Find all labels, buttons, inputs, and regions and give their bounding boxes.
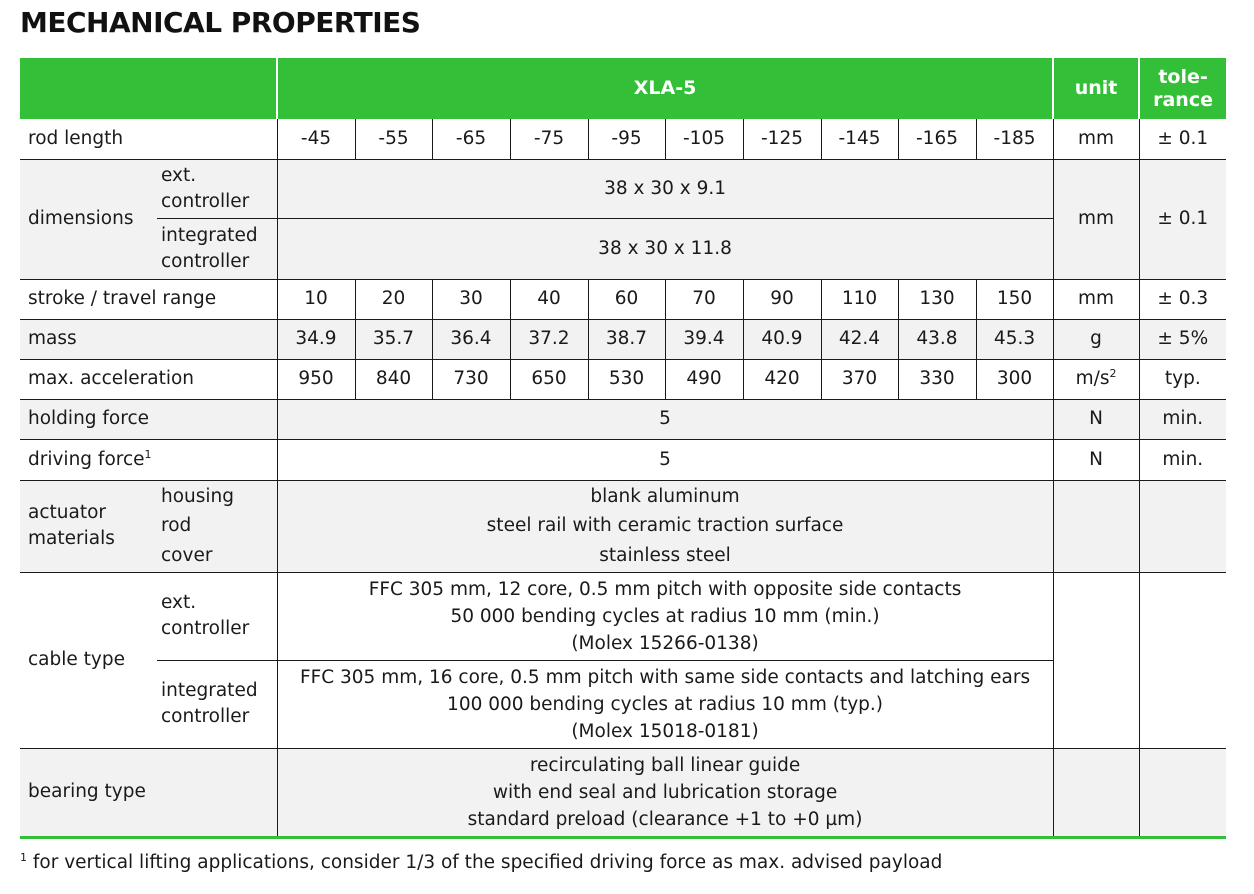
value-cell: 36.4	[432, 319, 510, 359]
mechanical-properties-table	[20, 58, 1226, 839]
value-cell: -125	[743, 119, 821, 159]
row-label: dimensions	[20, 159, 157, 279]
tolerance-cell: typ.	[1139, 359, 1226, 399]
value-cell: 40	[510, 279, 588, 319]
unit-cell: N	[1053, 439, 1139, 480]
value-cell: 30	[432, 279, 510, 319]
unit-cell: mm	[1053, 119, 1139, 159]
value-cell: 60	[588, 279, 665, 319]
tolerance-cell: ± 5%	[1139, 319, 1226, 359]
acceleration-row	[20, 359, 1226, 399]
unit-cell	[1053, 572, 1139, 748]
unit-header: unit	[1053, 58, 1139, 119]
footnote: $^1$ for vertical lifting applications, consider 1/3 of the specified driving force as max. advised payload	[20, 850, 943, 873]
rod-length-row	[20, 119, 1226, 159]
value-cell: -65	[432, 119, 510, 159]
value-cell: 37.2	[510, 319, 588, 359]
tolerance-cell: min.	[1139, 399, 1226, 439]
materials-row	[20, 480, 1226, 572]
row-label: cable type	[20, 572, 157, 748]
row-label: driving force$^1$	[20, 439, 277, 480]
value-cell: 42.4	[821, 319, 898, 359]
unit-cell	[1053, 480, 1139, 572]
header-row	[20, 58, 1226, 119]
value-cell: -55	[355, 119, 432, 159]
sub-label: integrated controller	[157, 218, 277, 279]
tolerance-cell: ± 0.3	[1139, 279, 1226, 319]
merged-value-cell: 5	[277, 439, 1053, 480]
value-cell: 43.8	[898, 319, 976, 359]
cable-ext-row	[20, 572, 1226, 660]
value-cell: 300	[976, 359, 1053, 399]
row-label: bearing type	[20, 748, 277, 837]
value-cell: 39.4	[665, 319, 743, 359]
value-cell: 38.7	[588, 319, 665, 359]
mass-row	[20, 319, 1226, 359]
value-cell: 730	[432, 359, 510, 399]
value-cell: 70	[665, 279, 743, 319]
merged-value-cell: blank aluminum steel rail with ceramic traction surface stainless steel	[277, 480, 1053, 572]
merged-value-cell: recirculating ball linear guide with end seal and lubrication storage standard preload (clearance +1 to +0 µm)	[277, 748, 1053, 837]
holding-force-row	[20, 399, 1226, 439]
cable-int-row	[20, 660, 1226, 748]
value-cell: 10	[277, 279, 355, 319]
unit-cell: mm	[1053, 279, 1139, 319]
tolerance-cell	[1139, 572, 1226, 748]
dimensions-ext-row	[20, 159, 1226, 218]
value-cell: 840	[355, 359, 432, 399]
sub-label: housing rod cover	[157, 480, 277, 572]
row-label: rod length	[20, 119, 277, 159]
tolerance-cell: ± 0.1	[1139, 119, 1226, 159]
footnote-mark: 1	[20, 850, 27, 864]
row-label: mass	[20, 319, 277, 359]
stroke-row	[20, 279, 1226, 319]
tolerance-header: tole- rance	[1139, 58, 1226, 119]
value-cell: -95	[588, 119, 665, 159]
footnote-mark: 1	[144, 447, 152, 461]
unit-cell: $m/s^2$	[1053, 359, 1139, 399]
value-cell: 950	[277, 359, 355, 399]
value-cell: -165	[898, 119, 976, 159]
value-cell: 420	[743, 359, 821, 399]
unit-cell: mm	[1053, 159, 1139, 279]
value-cell: 150	[976, 279, 1053, 319]
row-label: max. acceleration	[20, 359, 277, 399]
merged-value-cell: 38 x 30 x 9.1	[277, 159, 1053, 218]
value-cell: 330	[898, 359, 976, 399]
sub-label: integrated controller	[157, 660, 277, 748]
value-cell: -105	[665, 119, 743, 159]
value-cell: -185	[976, 119, 1053, 159]
value-cell: 130	[898, 279, 976, 319]
value-cell: 35.7	[355, 319, 432, 359]
sub-label: ext. controller	[157, 572, 277, 660]
value-cell: 370	[821, 359, 898, 399]
merged-value-cell: FFC 305 mm, 12 core, 0.5 mm pitch with opposite side contacts 50 000 bending cycles at radius 10 mm (min.) (Molex 15266-0138)	[277, 572, 1053, 660]
tolerance-cell: min.	[1139, 439, 1226, 480]
value-cell: -45	[277, 119, 355, 159]
value-cell: -145	[821, 119, 898, 159]
value-cell: 20	[355, 279, 432, 319]
row-label: stroke / travel range	[20, 279, 277, 319]
value-cell: -75	[510, 119, 588, 159]
bearing-row	[20, 748, 1226, 837]
value-cell: 40.9	[743, 319, 821, 359]
header-blank-cell	[20, 58, 277, 119]
value-cell: 45.3	[976, 319, 1053, 359]
value-cell: 110	[821, 279, 898, 319]
driving-force-row	[20, 439, 1226, 480]
value-cell: 90	[743, 279, 821, 319]
value-cell: 34.9	[277, 319, 355, 359]
merged-value-cell: 38 x 30 x 11.8	[277, 218, 1053, 279]
tolerance-cell: ± 0.1	[1139, 159, 1226, 279]
unit-cell: N	[1053, 399, 1139, 439]
tolerance-cell	[1139, 748, 1226, 837]
value-cell: 650	[510, 359, 588, 399]
value-cell: 490	[665, 359, 743, 399]
model-header: XLA-5	[277, 58, 1053, 119]
unit-cell	[1053, 748, 1139, 837]
merged-value-cell: 5	[277, 399, 1053, 439]
merged-value-cell: FFC 305 mm, 16 core, 0.5 mm pitch with same side contacts and latching ears 100 000 bending cycles at radius 10 mm (typ.) (Molex 15018-0181)	[277, 660, 1053, 748]
tolerance-cell	[1139, 480, 1226, 572]
dimensions-int-row	[20, 218, 1226, 279]
row-label: holding force	[20, 399, 277, 439]
sub-label: ext. controller	[157, 159, 277, 218]
page-title: MECHANICAL PROPERTIES	[20, 6, 421, 39]
value-cell: 530	[588, 359, 665, 399]
row-label: actuator materials	[20, 480, 157, 572]
unit-cell: g	[1053, 319, 1139, 359]
